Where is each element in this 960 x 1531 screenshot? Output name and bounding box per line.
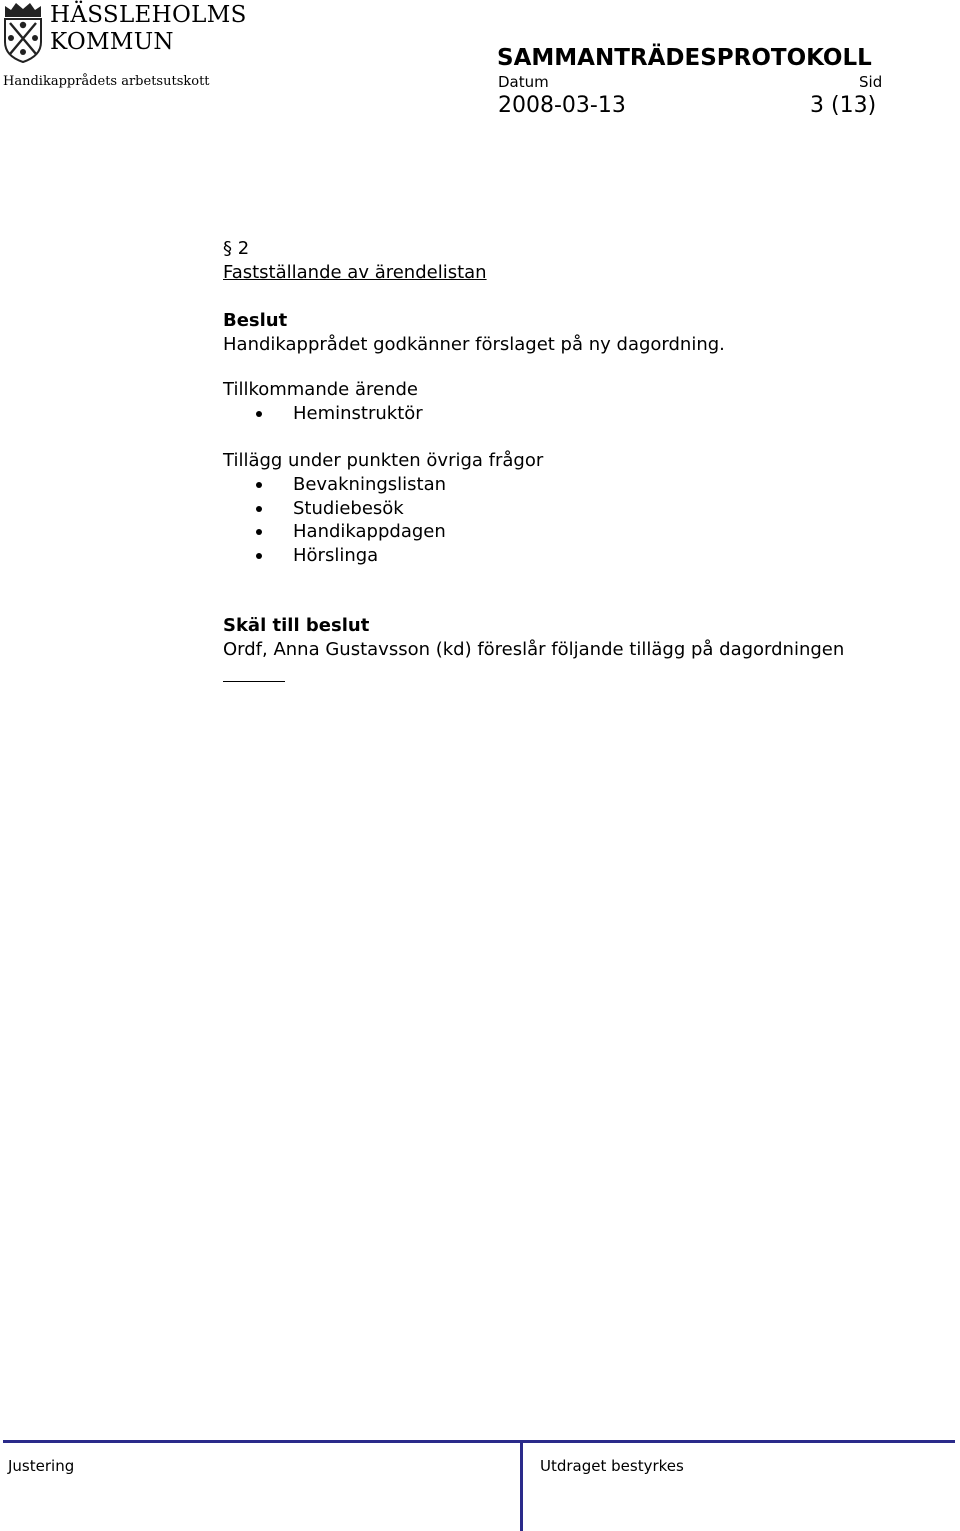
reason-heading: Skäl till beslut [223,615,370,636]
coat-of-arms-icon [2,2,44,64]
municipality-logo [0,0,247,92]
list-item-label: Heminstruktör [293,403,423,424]
bullet-icon [256,553,262,559]
additional-items-list [255,402,423,426]
page-label: Sid [859,73,883,91]
list-item [255,473,446,497]
list-item-label: Hörslinga [293,544,379,566]
decision-text: Handikapprådet godkänner förslaget på ny dagordning. [223,334,725,355]
section-number: § 2 [223,238,250,259]
footnote-divider [223,681,285,682]
footer-divider [3,1440,955,1443]
list-item-label: Handikappdagen [293,521,446,542]
unit-name: Handikapprådets arbetsutskott [3,74,210,89]
list-item-label: Bevakningslistan [293,474,447,495]
footer-certified-label: Utdraget bestyrkes [540,1457,684,1475]
footer-justering-label: Justering [8,1457,75,1475]
bullet-icon [256,411,262,417]
date-value: 2008-03-13 [498,93,626,118]
list-item-label: Studiebesök [293,497,404,519]
bullet-icon [256,482,262,488]
document-type-title: SAMMANTRÄDESPROTOKOLL [497,45,872,71]
bullet-icon [256,529,262,535]
page-value: 3 (13) [810,93,877,118]
other-questions-list [255,473,446,567]
additional-items-heading: Tillkommande ärende [223,379,418,400]
reason-text: Ordf, Anna Gustavsson (kd) föreslår följande tillägg på dagordningen [223,639,845,660]
list-item [255,544,446,568]
decision-heading: Beslut [223,310,288,331]
organization-name: HÄSSLEHOLMS KOMMUN [50,2,247,55]
list-item [255,497,446,521]
bullet-icon [256,506,262,512]
other-questions-heading: Tillägg under punkten övriga frågor [223,450,544,471]
section-title: Fastställande av ärendelistan [223,262,487,283]
footer-column-divider [520,1440,523,1531]
list-item [255,402,423,426]
date-label: Datum [498,73,549,91]
list-item [255,520,446,544]
